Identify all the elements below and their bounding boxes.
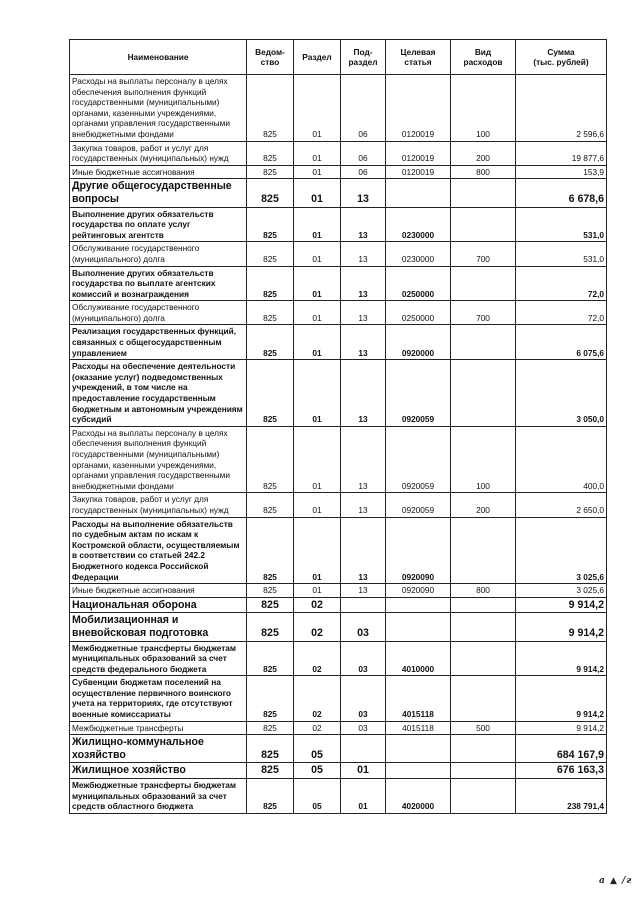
row-sum: 6 075,6	[516, 325, 607, 360]
row-subsection: 01	[341, 763, 386, 779]
row-exp-type: 200	[451, 141, 516, 165]
row-subsection: 06	[341, 165, 386, 179]
row-sum: 531,0	[516, 242, 607, 266]
row-name: Расходы на выполнение обязательств по судебным актам по искам к Костромской области, осуществляемым в соответствии со статьей 242.2 Бюджетного кодекса Российской Федерации	[70, 517, 247, 584]
row-subsection: 13	[341, 426, 386, 493]
row-sum: 3 025,6	[516, 584, 607, 598]
row-dept: 825	[247, 75, 294, 142]
header-target: Целевая статья	[386, 40, 451, 75]
header-section: Раздел	[294, 40, 341, 75]
row-dept: 825	[247, 517, 294, 584]
row-exp-type	[451, 179, 516, 207]
header-subsection: Под- раздел	[341, 40, 386, 75]
row-exp-type: 100	[451, 426, 516, 493]
row-sum: 72,0	[516, 266, 607, 301]
row-section: 01	[294, 360, 341, 427]
row-section: 01	[294, 301, 341, 325]
row-target	[386, 613, 451, 641]
budget-table	[69, 39, 607, 814]
row-exp-type: 800	[451, 584, 516, 598]
row-exp-type: 700	[451, 301, 516, 325]
row-name: Закупка товаров, работ и услуг для государственных (муниципальных) нужд	[70, 141, 247, 165]
header-dept: Ведом- ство	[247, 40, 294, 75]
row-target: 0920059	[386, 360, 451, 427]
row-sum: 2 596,6	[516, 75, 607, 142]
row-section: 02	[294, 721, 341, 735]
row-sum: 9 914,2	[516, 597, 607, 613]
row-subsection: 13	[341, 301, 386, 325]
row-dept: 825	[247, 641, 294, 676]
row-sum: 400,0	[516, 426, 607, 493]
row-exp-type	[451, 779, 516, 814]
row-section: 01	[294, 266, 341, 301]
table-row	[70, 613, 607, 641]
row-name: Расходы на выплаты персоналу в целях обеспечения выполнения функций государственными (муниципальными) органами, казенными учреждениями, органами управления государственными внебюджетными фондами	[70, 426, 247, 493]
row-dept: 825	[247, 360, 294, 427]
row-target: 0920059	[386, 426, 451, 493]
row-exp-type	[451, 517, 516, 584]
row-exp-type	[451, 735, 516, 763]
row-subsection: 03	[341, 676, 386, 721]
header-sum: Сумма (тыс. рублей)	[516, 40, 607, 75]
row-dept: 825	[247, 597, 294, 613]
table-row	[70, 179, 607, 207]
row-section: 05	[294, 763, 341, 779]
table-body	[70, 75, 607, 814]
row-target	[386, 735, 451, 763]
row-subsection: 03	[341, 613, 386, 641]
table-row	[70, 597, 607, 613]
row-sum: 531,0	[516, 207, 607, 242]
row-dept: 825	[247, 426, 294, 493]
row-target	[386, 763, 451, 779]
row-exp-type	[451, 613, 516, 641]
row-section: 05	[294, 735, 341, 763]
row-section: 01	[294, 75, 341, 142]
row-target: 0230000	[386, 242, 451, 266]
row-dept: 825	[247, 242, 294, 266]
row-exp-type: 200	[451, 493, 516, 517]
row-target: 4015118	[386, 676, 451, 721]
row-target	[386, 179, 451, 207]
row-target: 0120019	[386, 75, 451, 142]
row-name: Расходы на выплаты персоналу в целях обеспечения выполнения функций государственными (муниципальными) органами, казенными учреждениями, органами управления государственными внебюджетными фондами	[70, 75, 247, 142]
row-section: 01	[294, 493, 341, 517]
row-subsection	[341, 735, 386, 763]
row-target: 0920090	[386, 517, 451, 584]
row-section: 02	[294, 613, 341, 641]
row-name: Закупка товаров, работ и услуг для государственных (муниципальных) нужд	[70, 493, 247, 517]
row-sum: 9 914,2	[516, 641, 607, 676]
row-subsection: 13	[341, 207, 386, 242]
row-target	[386, 597, 451, 613]
row-subsection: 03	[341, 641, 386, 676]
row-subsection	[341, 597, 386, 613]
row-section: 01	[294, 517, 341, 584]
row-sum: 9 914,2	[516, 613, 607, 641]
row-target: 0120019	[386, 165, 451, 179]
row-subsection: 13	[341, 493, 386, 517]
row-name: Национальная оборона	[70, 597, 247, 613]
row-exp-type: 800	[451, 165, 516, 179]
row-section: 01	[294, 242, 341, 266]
row-sum: 3 025,6	[516, 517, 607, 584]
row-dept: 825	[247, 207, 294, 242]
row-name: Обслуживание государственного (муниципального) долга	[70, 301, 247, 325]
row-name: Расходы на обеспечение деятельности (оказание услуг) подведомственных учреждений, в том числе на предоставление государственным бюджетным и автономным учреждениям субсидий	[70, 360, 247, 427]
row-target: 0920090	[386, 584, 451, 598]
row-subsection: 13	[341, 242, 386, 266]
table-row	[70, 721, 607, 735]
row-name: Выполнение других обязательств государства по выплате агентских комиссий и вознаграждения	[70, 266, 247, 301]
row-section: 01	[294, 426, 341, 493]
table-row	[70, 584, 607, 598]
row-target: 4015118	[386, 721, 451, 735]
row-dept: 825	[247, 179, 294, 207]
row-exp-type	[451, 325, 516, 360]
row-name: Межбюджетные трансферты	[70, 721, 247, 735]
row-target: 0120019	[386, 141, 451, 165]
row-subsection: 13	[341, 517, 386, 584]
row-dept: 825	[247, 613, 294, 641]
row-sum: 153,9	[516, 165, 607, 179]
row-section: 01	[294, 207, 341, 242]
row-section: 01	[294, 325, 341, 360]
row-dept: 825	[247, 165, 294, 179]
row-dept: 825	[247, 676, 294, 721]
row-dept: 825	[247, 584, 294, 598]
table-row	[70, 325, 607, 360]
row-sum: 676 163,3	[516, 763, 607, 779]
row-dept: 825	[247, 735, 294, 763]
row-sum: 238 791,4	[516, 779, 607, 814]
row-target: 0250000	[386, 301, 451, 325]
row-section: 01	[294, 179, 341, 207]
row-sum: 9 914,2	[516, 721, 607, 735]
row-subsection: 13	[341, 179, 386, 207]
row-name: Обслуживание государственного (муниципального) долга	[70, 242, 247, 266]
row-sum: 3 050,0	[516, 360, 607, 427]
row-exp-type	[451, 763, 516, 779]
row-exp-type: 500	[451, 721, 516, 735]
table-row	[70, 735, 607, 763]
row-dept: 825	[247, 763, 294, 779]
row-exp-type	[451, 597, 516, 613]
row-name: Иные бюджетные ассигнования	[70, 584, 247, 598]
table-row	[70, 360, 607, 427]
row-target: 0230000	[386, 207, 451, 242]
header-exp-type: Вид расходов	[451, 40, 516, 75]
table-row	[70, 207, 607, 242]
row-name: Реализация государственных функций, связанных с общегосударственным управлением	[70, 325, 247, 360]
row-section: 01	[294, 141, 341, 165]
row-section: 01	[294, 165, 341, 179]
table-row	[70, 426, 607, 493]
row-sum: 684 167,9	[516, 735, 607, 763]
row-target: 4020000	[386, 779, 451, 814]
row-target: 0920059	[386, 493, 451, 517]
row-subsection: 01	[341, 779, 386, 814]
row-name: Межбюджетные трансферты бюджетам муниципальных образований за счет средств федерального бюджета	[70, 641, 247, 676]
header-row	[70, 40, 607, 75]
row-sum: 9 914,2	[516, 676, 607, 721]
row-name: Жилищно-коммунальное хозяйство	[70, 735, 247, 763]
row-name: Субвенции бюджетам поселений на осуществление первичного воинского учета на территориях, где отсутствуют военные комиссариаты	[70, 676, 247, 721]
row-name: Межбюджетные трансферты бюджетам муниципальных образований за счет средств областного бюджета	[70, 779, 247, 814]
table-row	[70, 779, 607, 814]
row-sum: 72,0	[516, 301, 607, 325]
row-subsection: 13	[341, 266, 386, 301]
row-dept: 825	[247, 779, 294, 814]
page-mark: а ▲ /г	[599, 876, 633, 886]
row-target: 0250000	[386, 266, 451, 301]
row-dept: 825	[247, 301, 294, 325]
table-row	[70, 763, 607, 779]
row-exp-type: 700	[451, 242, 516, 266]
row-subsection: 13	[341, 584, 386, 598]
table-row	[70, 641, 607, 676]
row-sum: 6 678,6	[516, 179, 607, 207]
row-section: 01	[294, 584, 341, 598]
row-dept: 825	[247, 721, 294, 735]
table-row	[70, 301, 607, 325]
row-section: 05	[294, 779, 341, 814]
row-exp-type	[451, 360, 516, 427]
row-exp-type: 100	[451, 75, 516, 142]
row-section: 02	[294, 641, 341, 676]
row-sum: 2 650,0	[516, 493, 607, 517]
row-target: 0920000	[386, 325, 451, 360]
row-sum: 19 877,6	[516, 141, 607, 165]
table-row	[70, 165, 607, 179]
table-row	[70, 141, 607, 165]
row-exp-type	[451, 266, 516, 301]
row-section: 02	[294, 676, 341, 721]
row-exp-type	[451, 641, 516, 676]
row-name: Иные бюджетные ассигнования	[70, 165, 247, 179]
row-exp-type	[451, 676, 516, 721]
row-exp-type	[451, 207, 516, 242]
row-subsection: 03	[341, 721, 386, 735]
row-dept: 825	[247, 325, 294, 360]
row-subsection: 06	[341, 141, 386, 165]
row-name: Жилищное хозяйство	[70, 763, 247, 779]
table-row	[70, 266, 607, 301]
row-dept: 825	[247, 493, 294, 517]
row-section: 02	[294, 597, 341, 613]
row-name: Выполнение других обязательств государства по оплате услуг рейтинговых агентств	[70, 207, 247, 242]
row-subsection: 06	[341, 75, 386, 142]
row-name: Мобилизационная и вневойсковая подготовка	[70, 613, 247, 641]
row-target: 4010000	[386, 641, 451, 676]
row-subsection: 13	[341, 325, 386, 360]
table-row	[70, 676, 607, 721]
row-dept: 825	[247, 266, 294, 301]
table-row	[70, 493, 607, 517]
table-row	[70, 517, 607, 584]
row-subsection: 13	[341, 360, 386, 427]
row-dept: 825	[247, 141, 294, 165]
header-name: Наименование	[70, 40, 247, 75]
table-row	[70, 75, 607, 142]
table-row	[70, 242, 607, 266]
row-name: Другие общегосударственные вопросы	[70, 179, 247, 207]
